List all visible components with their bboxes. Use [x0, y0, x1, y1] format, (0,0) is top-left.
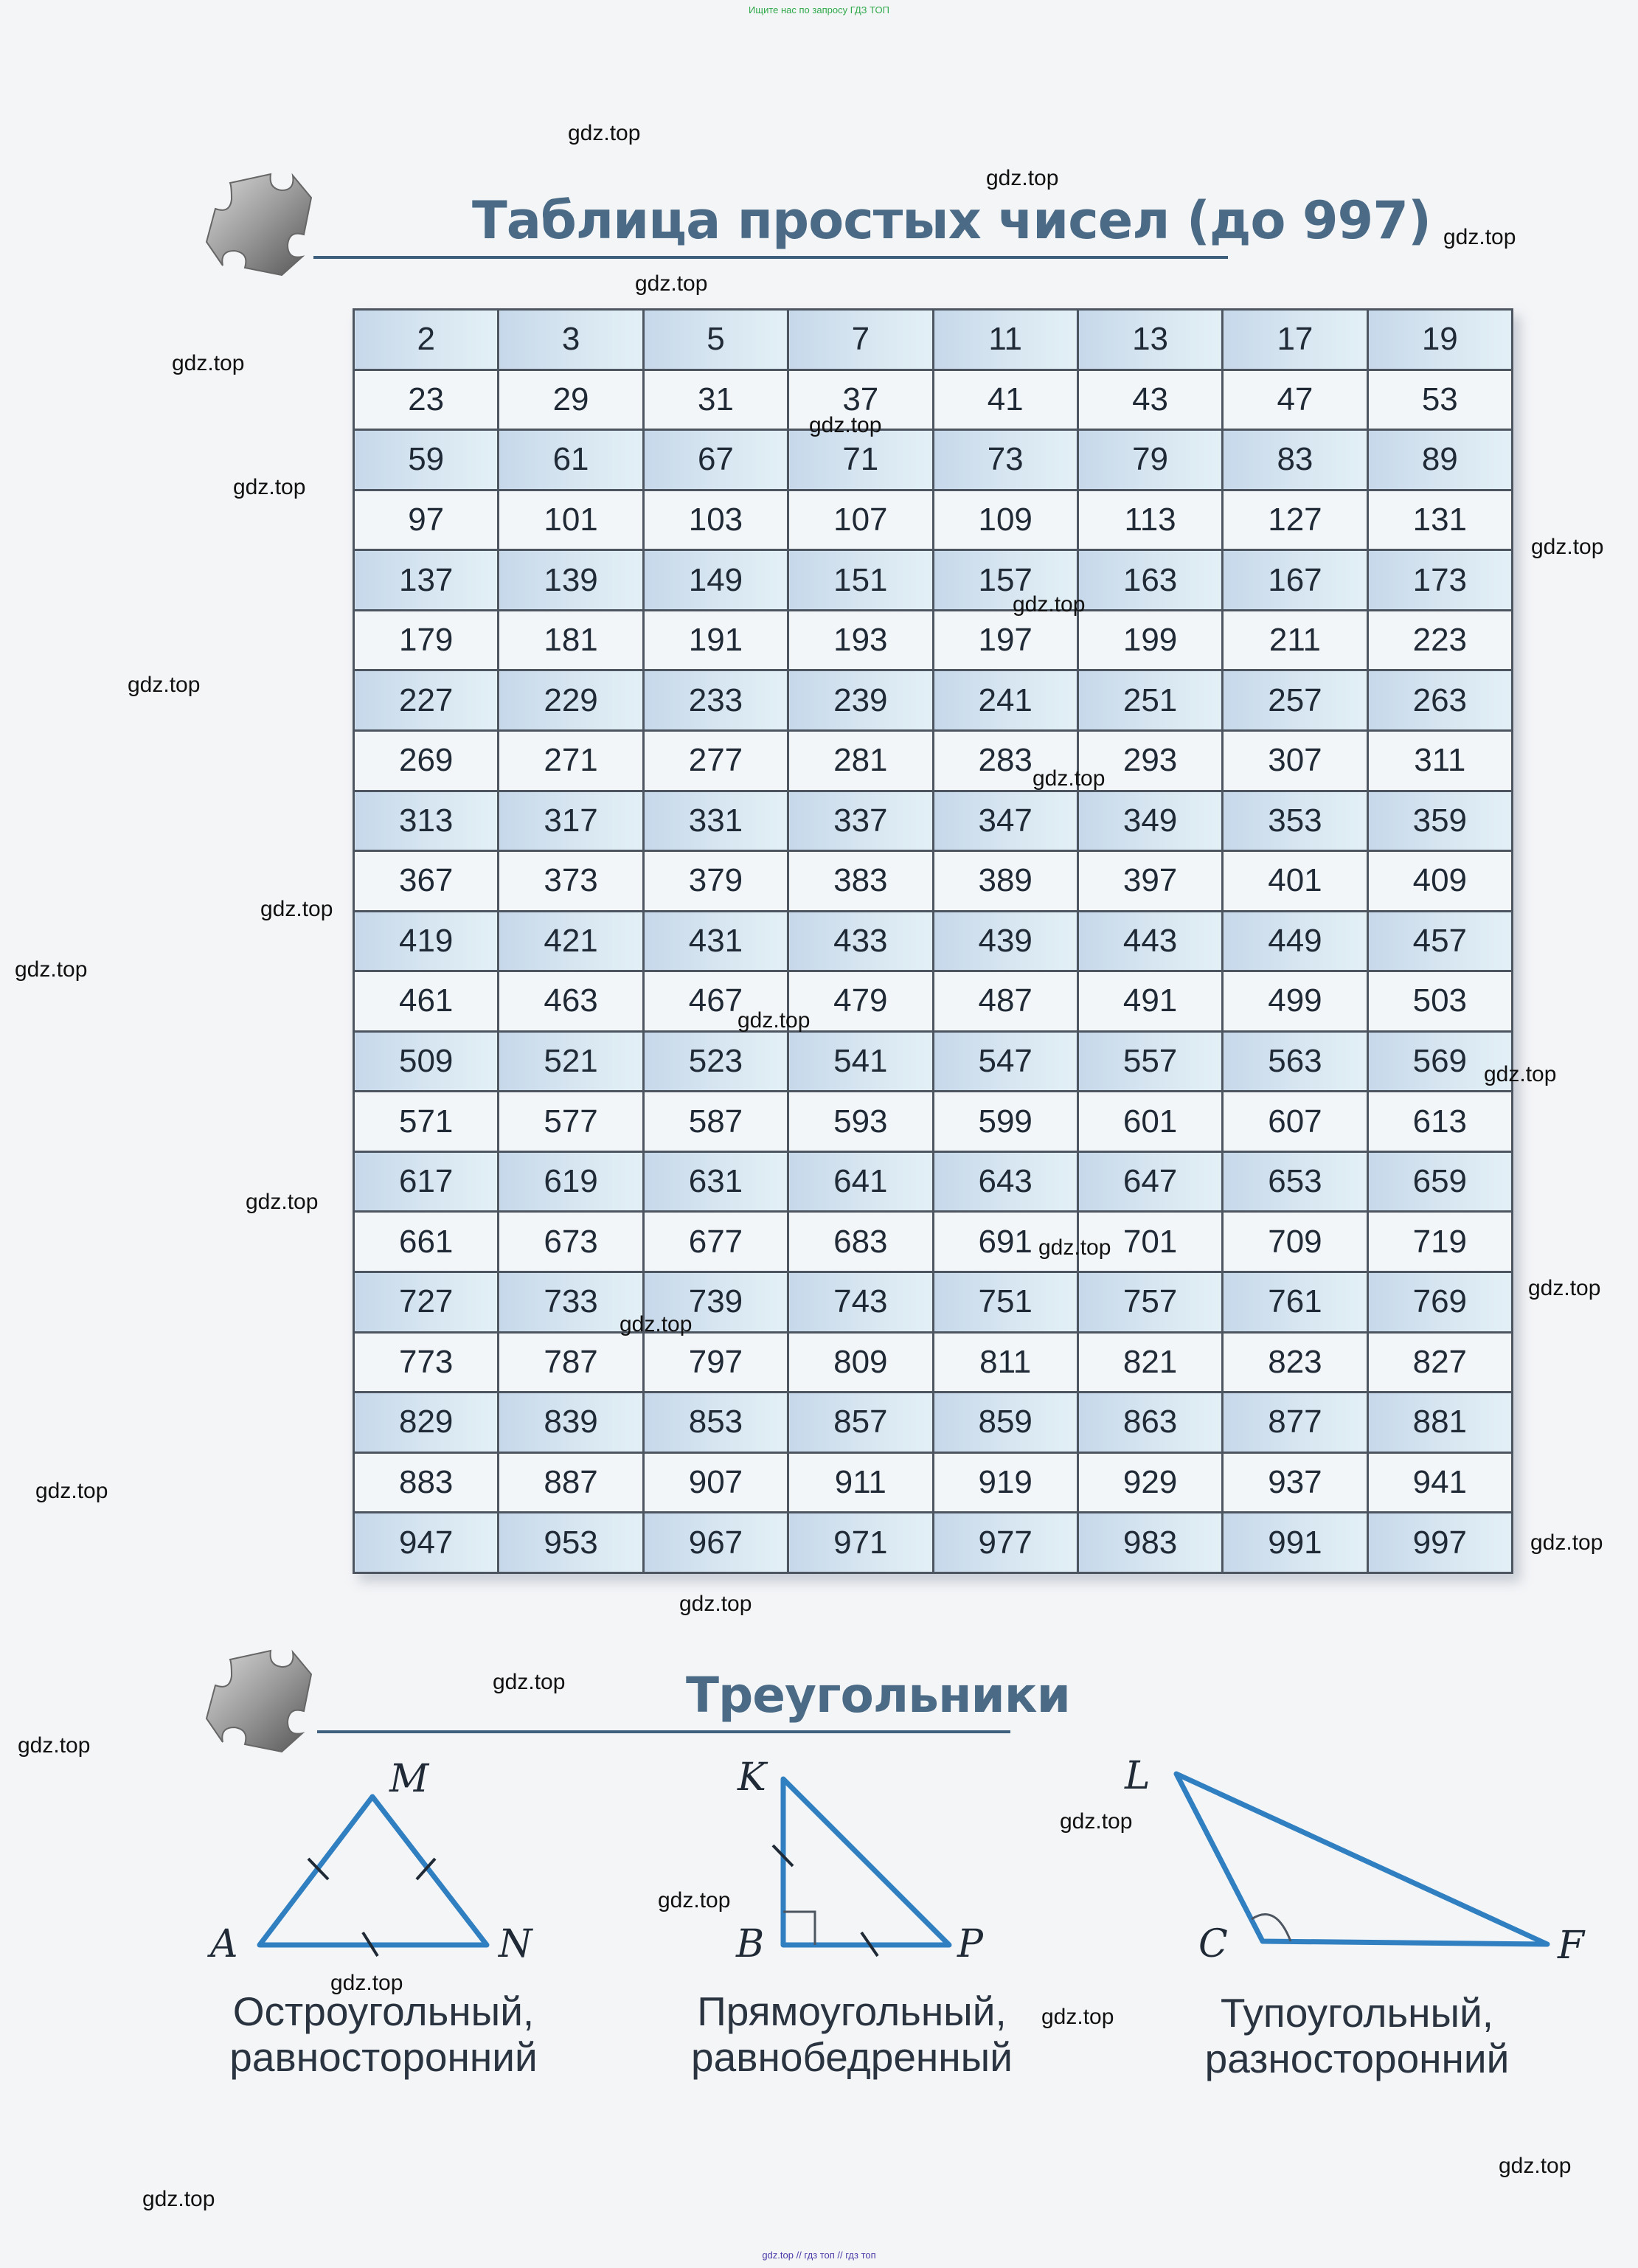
- prime-cell: 911: [788, 1452, 933, 1513]
- watermark: gdz.top: [738, 1008, 811, 1033]
- prime-cell: 617: [354, 1151, 499, 1212]
- prime-cell: 137: [354, 550, 499, 611]
- prime-cell: 271: [499, 730, 643, 791]
- watermark: gdz.top: [330, 1971, 403, 1995]
- watermark: gdz.top: [1530, 1530, 1603, 1555]
- prime-cell: 179: [354, 610, 499, 670]
- vertex-label-m: M: [389, 1757, 429, 1801]
- prime-cell: 823: [1223, 1332, 1367, 1393]
- prime-cell: 769: [1367, 1272, 1512, 1333]
- watermark: gdz.top: [635, 271, 708, 296]
- watermark: gdz.top: [493, 1670, 566, 1694]
- prime-cell: 269: [354, 730, 499, 791]
- prime-cell: 509: [354, 1031, 499, 1092]
- prime-cell: 733: [499, 1272, 643, 1333]
- prime-cell: 313: [354, 791, 499, 851]
- prime-cell: 227: [354, 670, 499, 731]
- prime-cell: 709: [1223, 1212, 1367, 1272]
- prime-cell: 577: [499, 1092, 643, 1152]
- prime-cell: 191: [643, 610, 788, 670]
- prime-cell: 3: [499, 310, 643, 370]
- watermark: gdz.top: [679, 1592, 752, 1616]
- watermark: gdz.top: [568, 121, 641, 145]
- watermark: gdz.top: [986, 166, 1059, 190]
- prime-cell: 31: [643, 370, 788, 430]
- prime-cell: 193: [788, 610, 933, 670]
- prime-cell: 727: [354, 1272, 499, 1333]
- triangles-title: Треугольники: [686, 1667, 1070, 1724]
- prime-cell: 937: [1223, 1452, 1367, 1513]
- prime-cell: 347: [933, 791, 1077, 851]
- prime-cell: 647: [1077, 1151, 1222, 1212]
- prime-cell: 541: [788, 1031, 933, 1092]
- prime-cell: 797: [643, 1332, 788, 1393]
- prime-cell: 449: [1223, 911, 1367, 971]
- prime-cell: 857: [788, 1393, 933, 1453]
- prime-cell: 607: [1223, 1092, 1367, 1152]
- prime-cell: 863: [1077, 1393, 1222, 1453]
- prime-cell: 73: [933, 430, 1077, 490]
- prime-cell: 499: [1223, 971, 1367, 1032]
- prime-cell: 149: [643, 550, 788, 611]
- watermark: gdz.top: [1060, 1809, 1133, 1834]
- watermark: gdz.top: [142, 2187, 215, 2211]
- prime-cell: 859: [933, 1393, 1077, 1453]
- prime-cell: 307: [1223, 730, 1367, 791]
- prime-cell: 421: [499, 911, 643, 971]
- prime-cell: 67: [643, 430, 788, 490]
- prime-cell: 521: [499, 1031, 643, 1092]
- prime-cell: 809: [788, 1332, 933, 1393]
- prime-cell: 683: [788, 1212, 933, 1272]
- prime-cell: 569: [1367, 1031, 1512, 1092]
- triangle-caption-acute: Остроугольный, равносторонний: [229, 1988, 538, 2080]
- bottom-banner: gdz.top // гдз топ // гдз топ: [762, 2250, 876, 2261]
- prime-cell: 557: [1077, 1031, 1222, 1092]
- prime-cell: 457: [1367, 911, 1512, 971]
- right-angle-mark: [783, 1912, 815, 1945]
- prime-cell: 659: [1367, 1151, 1512, 1212]
- vertex-label-c: C: [1198, 1922, 1228, 1966]
- prime-cell: 127: [1223, 490, 1367, 550]
- prime-cell: 523: [643, 1031, 788, 1092]
- triangle-caption-obtuse: Тупоугольный, разносторонний: [1204, 1990, 1510, 2081]
- prime-cell: 997: [1367, 1513, 1512, 1573]
- acute-equilateral-triangle: [260, 1797, 487, 1945]
- triangle-caption-right: Прямоугольный, равнобедренный: [691, 1988, 1013, 2080]
- top-banner: Ищите нас по запросу ГДЗ ТОП: [749, 4, 889, 15]
- prime-cell: 643: [933, 1151, 1077, 1212]
- watermark: gdz.top: [1499, 2154, 1572, 2178]
- prime-cell: 641: [788, 1151, 933, 1212]
- prime-cell: 53: [1367, 370, 1512, 430]
- prime-cell: 487: [933, 971, 1077, 1032]
- prime-cell: 293: [1077, 730, 1222, 791]
- vertex-label-l: L: [1125, 1754, 1151, 1798]
- prime-cell: 83: [1223, 430, 1367, 490]
- prime-cell: 311: [1367, 730, 1512, 791]
- prime-cell: 131: [1367, 490, 1512, 550]
- prime-cell: 211: [1223, 610, 1367, 670]
- prime-cell: 563: [1223, 1031, 1367, 1092]
- watermark: gdz.top: [1528, 1276, 1601, 1300]
- prime-cell: 7: [788, 310, 933, 370]
- prime-cell: 673: [499, 1212, 643, 1272]
- prime-cell: 389: [933, 851, 1077, 912]
- prime-cell: 109: [933, 490, 1077, 550]
- prime-cell: 239: [788, 670, 933, 731]
- prime-cell: 953: [499, 1513, 643, 1573]
- watermark: gdz.top: [15, 957, 88, 982]
- prime-cell: 661: [354, 1212, 499, 1272]
- prime-cell: 571: [354, 1092, 499, 1152]
- watermark: gdz.top: [260, 897, 333, 921]
- prime-cell: 971: [788, 1513, 933, 1573]
- prime-cell: 97: [354, 490, 499, 550]
- prime-cell: 29: [499, 370, 643, 430]
- prime-cell: 59: [354, 430, 499, 490]
- prime-cell: 811: [933, 1332, 1077, 1393]
- prime-cell: 787: [499, 1332, 643, 1393]
- prime-cell: 397: [1077, 851, 1222, 912]
- watermark: gdz.top: [1033, 766, 1106, 791]
- prime-cell: 43: [1077, 370, 1222, 430]
- prime-cell: 113: [1077, 490, 1222, 550]
- prime-cell: 103: [643, 490, 788, 550]
- prime-cell: 739: [643, 1272, 788, 1333]
- prime-cell: 19: [1367, 310, 1512, 370]
- prime-cell: 887: [499, 1452, 643, 1513]
- prime-cell: 229: [499, 670, 643, 731]
- prime-cell: 89: [1367, 430, 1512, 490]
- prime-cell: 263: [1367, 670, 1512, 731]
- prime-cell: 443: [1077, 911, 1222, 971]
- prime-cell: 241: [933, 670, 1077, 731]
- prime-cell: 251: [1077, 670, 1222, 731]
- prime-cell: 467: [643, 971, 788, 1032]
- prime-cell: 883: [354, 1452, 499, 1513]
- prime-cell: 977: [933, 1513, 1077, 1573]
- prime-cell: 157: [933, 550, 1077, 611]
- prime-cell: 373: [499, 851, 643, 912]
- prime-cell: 601: [1077, 1092, 1222, 1152]
- prime-cell: 419: [354, 911, 499, 971]
- prime-cell: 463: [499, 971, 643, 1032]
- watermark: gdz.top: [1013, 592, 1086, 617]
- prime-cell: 233: [643, 670, 788, 731]
- watermark: gdz.top: [128, 673, 201, 697]
- prime-cell: 587: [643, 1092, 788, 1152]
- prime-cell: 2: [354, 310, 499, 370]
- watermark: gdz.top: [1484, 1062, 1557, 1086]
- prime-cell: 197: [933, 610, 1077, 670]
- vertex-label-b: B: [736, 1922, 765, 1966]
- vertex-label-a: A: [210, 1922, 238, 1966]
- prime-cell: 283: [933, 730, 1077, 791]
- watermark: gdz.top: [35, 1479, 108, 1503]
- watermark: gdz.top: [233, 475, 306, 499]
- prime-cell: 359: [1367, 791, 1512, 851]
- prime-cell: 37: [788, 370, 933, 430]
- prime-cell: 11: [933, 310, 1077, 370]
- vertex-label-n: N: [499, 1922, 532, 1966]
- prime-cell: 317: [499, 791, 643, 851]
- prime-cell: 479: [788, 971, 933, 1032]
- prime-cell: 983: [1077, 1513, 1222, 1573]
- prime-cell: 61: [499, 430, 643, 490]
- prime-cell: 613: [1367, 1092, 1512, 1152]
- watermark: gdz.top: [620, 1312, 693, 1336]
- prime-cell: 71: [788, 430, 933, 490]
- vertex-label-p: P: [957, 1922, 983, 1966]
- prime-cell: 599: [933, 1092, 1077, 1152]
- prime-cell: 167: [1223, 550, 1367, 611]
- prime-cell: 337: [788, 791, 933, 851]
- prime-cell: 773: [354, 1332, 499, 1393]
- prime-cell: 631: [643, 1151, 788, 1212]
- prime-cell: 829: [354, 1393, 499, 1453]
- prime-cell: 751: [933, 1272, 1077, 1333]
- prime-cell: 199: [1077, 610, 1222, 670]
- prime-cell: 967: [643, 1513, 788, 1573]
- primes-table-title: Таблица простых чисел (до 997): [472, 190, 1431, 251]
- prime-cell: 619: [499, 1151, 643, 1212]
- prime-cell: 163: [1077, 550, 1222, 611]
- prime-cell: 919: [933, 1452, 1077, 1513]
- prime-cell: 367: [354, 851, 499, 912]
- right-isosceles-triangle: [783, 1779, 949, 1945]
- prime-cell: 743: [788, 1272, 933, 1333]
- prime-cell: 349: [1077, 791, 1222, 851]
- prime-cell: 431: [643, 911, 788, 971]
- prime-cell: 5: [643, 310, 788, 370]
- prime-cell: 101: [499, 490, 643, 550]
- obtuse-scalene-triangle: [1176, 1774, 1547, 1944]
- prime-cell: 151: [788, 550, 933, 611]
- prime-cell: 409: [1367, 851, 1512, 912]
- prime-cell: 281: [788, 730, 933, 791]
- prime-cell: 23: [354, 370, 499, 430]
- prime-cell: 761: [1223, 1272, 1367, 1333]
- prime-cell: 41: [933, 370, 1077, 430]
- prime-cell: 383: [788, 851, 933, 912]
- prime-cell: 757: [1077, 1272, 1222, 1333]
- prime-cell: 353: [1223, 791, 1367, 851]
- prime-cell: 379: [643, 851, 788, 912]
- prime-cell: 827: [1367, 1332, 1512, 1393]
- prime-cell: 433: [788, 911, 933, 971]
- prime-cell: 173: [1367, 550, 1512, 611]
- prime-cell: 941: [1367, 1452, 1512, 1513]
- prime-cell: 223: [1367, 610, 1512, 670]
- prime-cell: 107: [788, 490, 933, 550]
- watermark: gdz.top: [1041, 2005, 1114, 2029]
- prime-cell: 331: [643, 791, 788, 851]
- watermark: gdz.top: [658, 1888, 731, 1912]
- prime-cell: 947: [354, 1513, 499, 1573]
- prime-cell: 653: [1223, 1151, 1367, 1212]
- prime-cell: 491: [1077, 971, 1222, 1032]
- prime-cell: 881: [1367, 1393, 1512, 1453]
- prime-cell: 853: [643, 1393, 788, 1453]
- watermark: gdz.top: [809, 413, 882, 437]
- prime-cell: 701: [1077, 1212, 1222, 1272]
- prime-cell: 503: [1367, 971, 1512, 1032]
- prime-cell: 401: [1223, 851, 1367, 912]
- prime-cell: 13: [1077, 310, 1222, 370]
- prime-cell: 79: [1077, 430, 1222, 490]
- prime-cell: 257: [1223, 670, 1367, 731]
- prime-cell: 17: [1223, 310, 1367, 370]
- prime-cell: 181: [499, 610, 643, 670]
- prime-cell: 719: [1367, 1212, 1512, 1272]
- prime-cell: 47: [1223, 370, 1367, 430]
- prime-cell: 547: [933, 1031, 1077, 1092]
- prime-cell: 439: [933, 911, 1077, 971]
- vertex-label-k: K: [738, 1755, 766, 1800]
- watermark: gdz.top: [1443, 225, 1516, 249]
- prime-cell: 929: [1077, 1452, 1222, 1513]
- prime-cell: 139: [499, 550, 643, 611]
- prime-cell: 991: [1223, 1513, 1367, 1573]
- prime-cell: 593: [788, 1092, 933, 1152]
- prime-cell: 691: [933, 1212, 1077, 1272]
- prime-cell: 907: [643, 1452, 788, 1513]
- watermark: gdz.top: [1038, 1235, 1111, 1260]
- vertex-label-f: F: [1558, 1924, 1585, 1968]
- prime-cell: 839: [499, 1393, 643, 1453]
- watermark: gdz.top: [1531, 535, 1604, 559]
- prime-cell: 877: [1223, 1393, 1367, 1453]
- prime-cell: 677: [643, 1212, 788, 1272]
- prime-cell: 277: [643, 730, 788, 791]
- prime-cell: 461: [354, 971, 499, 1032]
- watermark: gdz.top: [246, 1190, 319, 1214]
- prime-cell: 821: [1077, 1332, 1222, 1393]
- watermark: gdz.top: [172, 351, 245, 375]
- watermark: gdz.top: [18, 1733, 91, 1758]
